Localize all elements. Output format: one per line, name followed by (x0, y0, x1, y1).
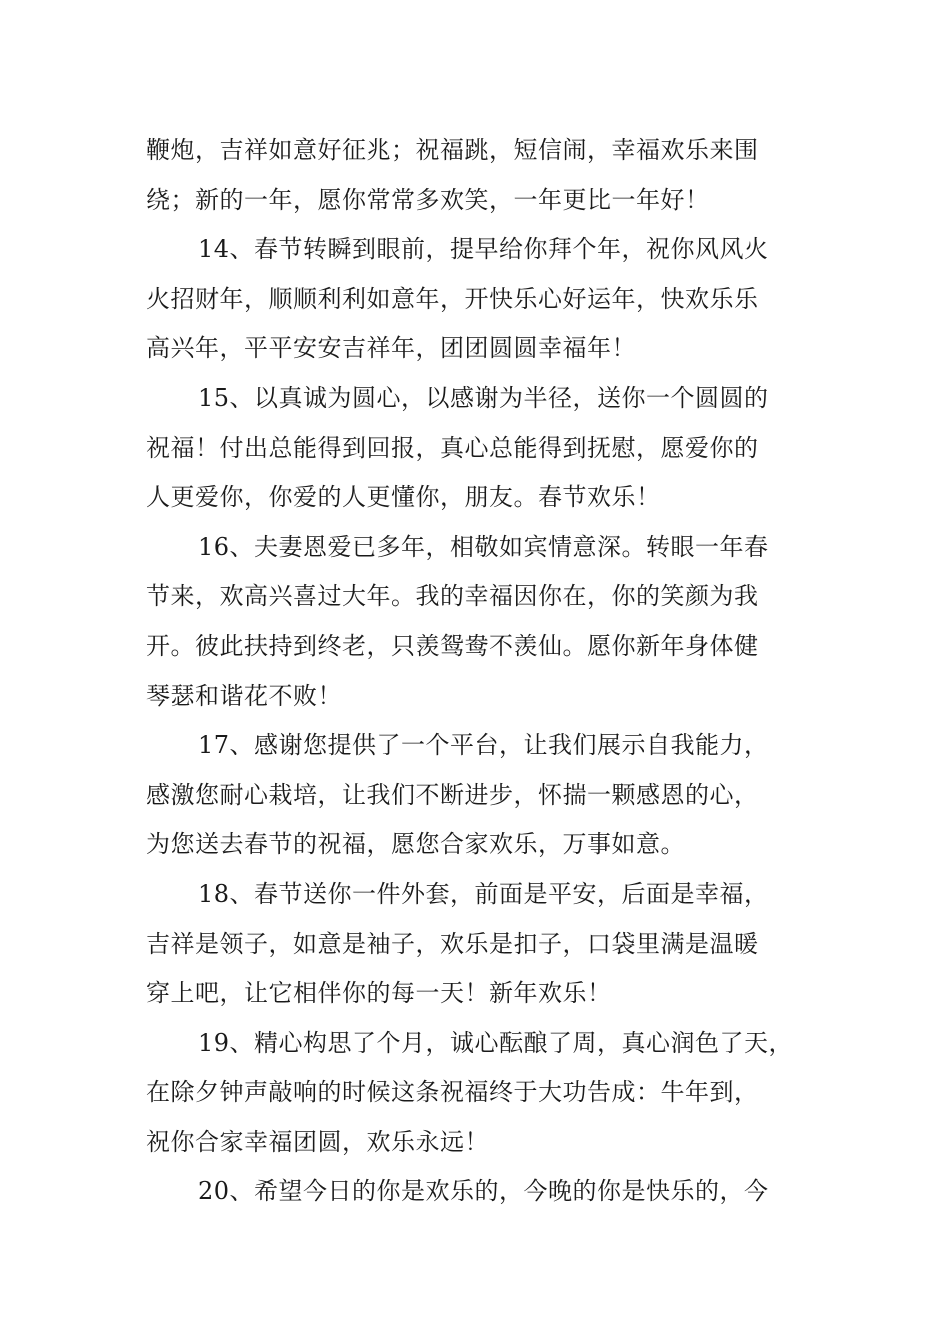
text-line: 为您送去春节的祝福，愿您合家欢乐，万事如意。 (146, 830, 685, 859)
text-line: 节来，欢高兴喜过大年。我的幸福因你在，你的笑颜为我 (146, 582, 759, 611)
text-line: 人更爱你，你爱的人更懂你，朋友。春节欢乐！ (146, 483, 661, 512)
text-line: 吉祥是领子，如意是袖子，欢乐是扣子，口袋里满是温暖 (146, 929, 759, 958)
document-body (146, 126, 836, 1217)
paragraph-start-line: 14、春节转瞬到眼前，提早给你拜个年，祝你风风火 (198, 235, 769, 264)
paragraph-start-line: 19、精心构思了个月，诚心酝酿了周，真心润色了天， (198, 1028, 794, 1057)
paragraph-start-line: 16、夫妻恩爱已多年，相敬如宾情意深。转眼一年春 (198, 532, 769, 561)
text-line: 祝福！付出总能得到回报，真心总能得到抚慰，愿爱你的 (146, 433, 759, 462)
paragraph-start-line: 18、春节送你一件外套，前面是平安，后面是幸福， (198, 879, 769, 908)
paragraph-start-line: 15、以真诚为圆心，以感谢为半径，送你一个圆圆的 (198, 383, 769, 412)
paragraph-start-line: 20、希望今日的你是欢乐的，今晚的你是快乐的，今 (198, 1177, 769, 1206)
text-line: 穿上吧，让它相伴你的每一天！新年欢乐！ (146, 979, 612, 1008)
paragraph-start-line: 17、感谢您提供了一个平台，让我们展示自我能力， (198, 731, 769, 760)
text-line: 绕；新的一年，愿你常常多欢笑，一年更比一年好！ (146, 185, 710, 214)
text-line: 高兴年，平平安安吉祥年，团团圆圆幸福年！ (146, 334, 636, 363)
text-line: 感激您耐心栽培，让我们不断进步，怀揣一颗感恩的心， (146, 780, 759, 809)
text-line: 在除夕钟声敲响的时候这条祝福终于大功告成：牛年到， (146, 1078, 759, 1107)
text-line: 开。彼此扶持到终老，只羡鸳鸯不羡仙。愿你新年身体健 (146, 631, 759, 660)
text-line: 琴瑟和谐花不败！ (146, 681, 342, 710)
text-line: 祝你合家幸福团圆，欢乐永远！ (146, 1127, 489, 1156)
text-line: 鞭炮，吉祥如意好征兆；祝福跳，短信闹，幸福欢乐来围 (146, 136, 759, 164)
text-line: 火招财年，顺顺利利如意年，开快乐心好运年，快欢乐乐 (146, 284, 759, 313)
